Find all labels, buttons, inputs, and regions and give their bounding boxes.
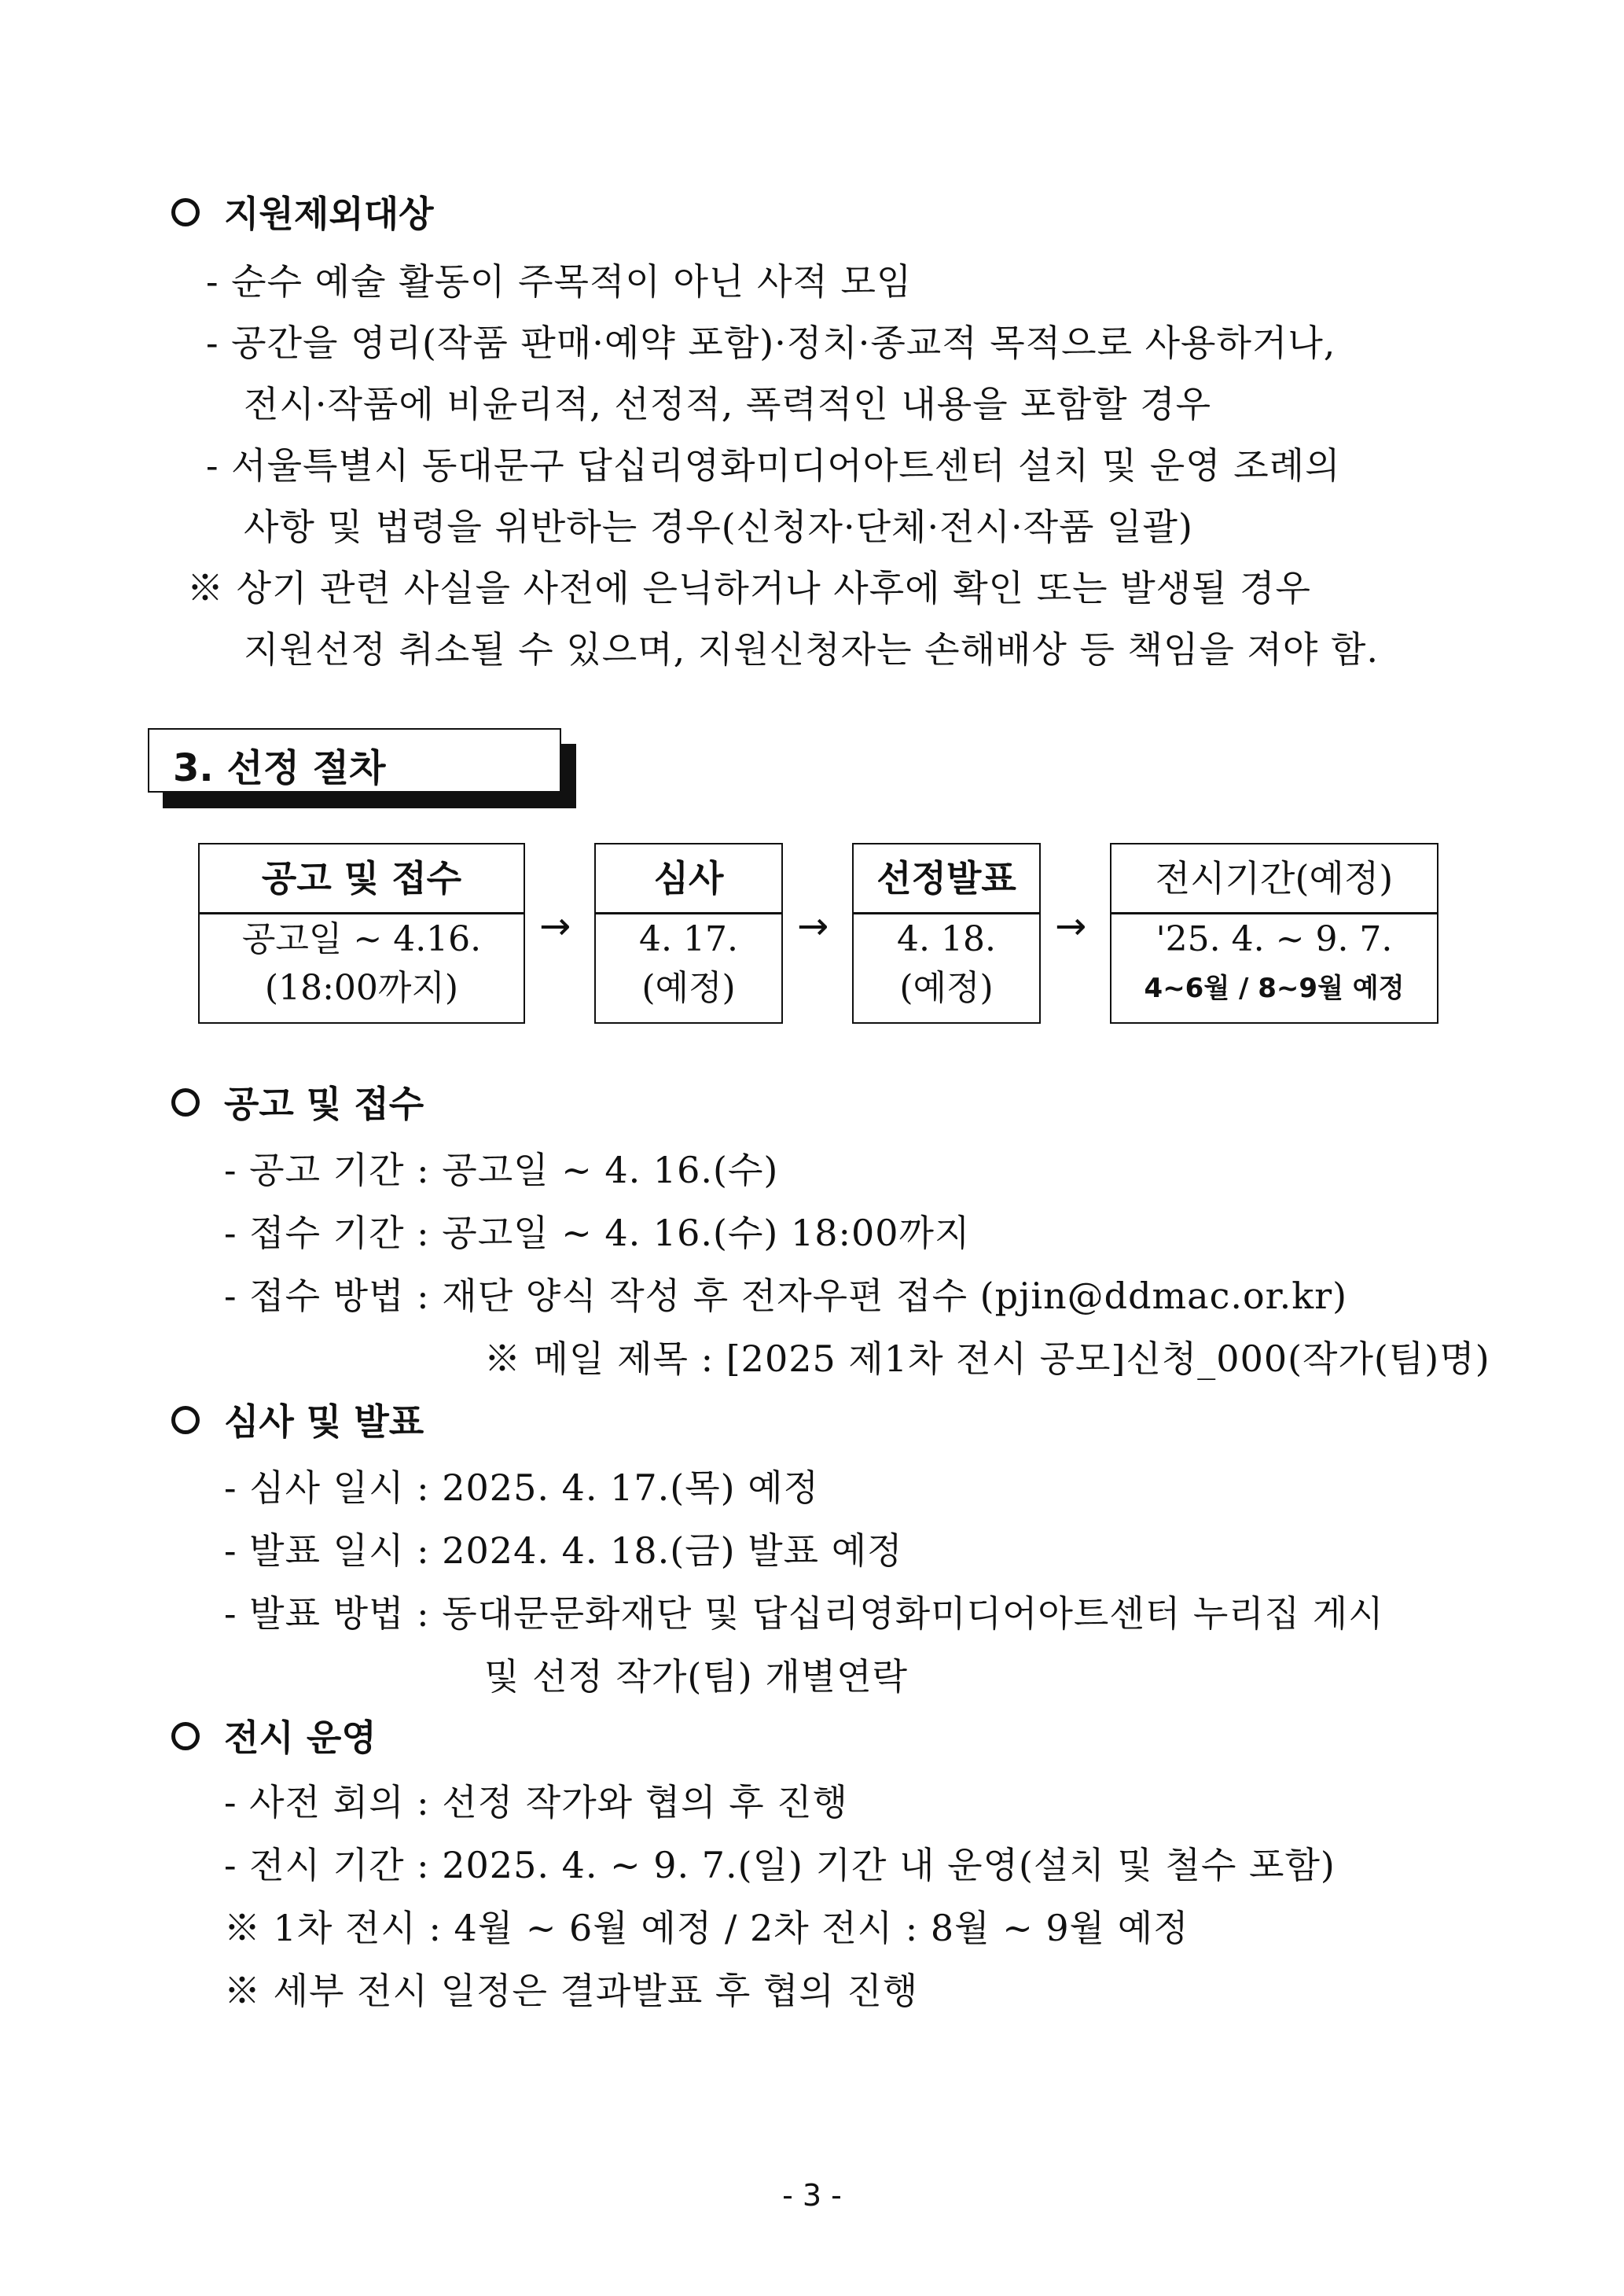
notice-item: - 접수 방법 : 재단 양식 작성 후 전자우편 접수 (pjin@ddmac.or.kr): [224, 1275, 1348, 1317]
notice-item: - 공고 기간 : 공고일 ~ 4. 16.(수): [224, 1149, 779, 1191]
flow-step-line: (예정): [899, 968, 994, 1008]
notice-note: ※ 메일 제목 : [2025 제1차 전시 공모]신청_000(작가(팀)명): [484, 1337, 1490, 1380]
bullet-circle-icon: [171, 1722, 200, 1750]
exclusion-item: - 서울특별시 동대문구 답십리영화미디어아트센터 설치 및 운영 조례의: [206, 444, 1341, 487]
flow-step-body: [854, 915, 1039, 1013]
flow-step-notice: [198, 843, 525, 1024]
flow-step-body: [596, 915, 781, 1013]
flow-step-title: 심사: [596, 844, 781, 914]
review-item: - 심사 일시 : 2025. 4. 17.(목) 예정: [224, 1466, 820, 1509]
operation-item: - 사전 회의 : 선정 작가와 협의 후 진행: [224, 1781, 849, 1823]
flow-arrow-icon: →: [539, 904, 571, 948]
exclusion-item: - 공간을 영리(작품 판매·예약 포함)·정치·종교적 목적으로 사용하거나,: [206, 322, 1336, 364]
operation-note: ※ 세부 전시 일정은 결과발표 후 협의 진행: [224, 1970, 919, 2012]
flow-step-body: [1111, 915, 1437, 1013]
operation-title: 전시 운영: [224, 1716, 377, 1759]
operation-item: - 전시 기간 : 2025. 4. ~ 9. 7.(일) 기간 내 운영(설치 및 철수 포함): [224, 1844, 1336, 1886]
flow-step-title: 선정발표: [854, 844, 1039, 914]
review-item: - 발표 일시 : 2024. 4. 18.(금) 발표 예정: [224, 1529, 903, 1572]
flow-step-body: [200, 915, 524, 1013]
flow-step-line: (18:00까지): [264, 968, 459, 1008]
exclusion-note: ※ 상기 관련 사실을 사전에 은닉하거나 사후에 확인 또는 발생될 경우: [187, 567, 1311, 609]
flow-step-title: 공고 및 접수: [200, 844, 524, 914]
exclusion-note: 지원선정 취소될 수 있으며, 지원신청자는 손해배상 등 책임을 져야 함.: [244, 628, 1380, 671]
exclusion-item: - 순수 예술 활동이 주목적이 아닌 사적 모임: [206, 260, 913, 303]
section-title-box: [148, 728, 561, 793]
flow-arrow-icon: →: [1055, 904, 1087, 948]
bullet-circle-icon: [171, 198, 200, 226]
exclusion-item: 사항 및 법령을 위반하는 경우(신청자·단체·전시·작품 일괄): [244, 506, 1193, 548]
notice-title: 공고 및 접수: [224, 1083, 424, 1125]
operation-note: ※ 1차 전시 : 4월 ~ 6월 예정 / 2차 전시 : 8월 ~ 9월 예정: [224, 1907, 1189, 1949]
page-number: - 3 -: [782, 2178, 842, 2213]
exclusion-item: 전시·작품에 비윤리적, 선정적, 폭력적인 내용을 포함할 경우: [244, 383, 1212, 425]
review-title: 심사 및 발표: [224, 1400, 424, 1443]
review-item: - 발표 방법 : 동대문문화재단 및 답십리영화미디어아트센터 누리집 게시: [224, 1592, 1384, 1635]
notice-item: - 접수 기간 : 공고일 ~ 4. 16.(수) 18:00까지: [224, 1212, 971, 1254]
flow-step-line: (예정): [641, 968, 736, 1008]
flow-arrow-icon: →: [797, 904, 829, 948]
flow-step-line: 4. 18.: [897, 919, 996, 959]
flow-step-line: 4~6월 / 8~9월 예정: [1144, 973, 1405, 1004]
exclusion-title: 지원제외대상: [224, 193, 434, 235]
flow-step-exhibition: [1110, 843, 1438, 1024]
flow-step-line: 공고일 ~ 4.16.: [241, 919, 482, 959]
bullet-circle-icon: [171, 1406, 200, 1434]
flow-step-title: 전시기간(예정): [1111, 844, 1437, 914]
bullet-circle-icon: [171, 1088, 200, 1117]
flow-step-announce: [852, 843, 1041, 1024]
review-item: 및 선정 작가(팀) 개별연락: [484, 1655, 909, 1698]
section-title: 3. 선정 절차: [173, 746, 386, 790]
flow-step-line: 4. 17.: [639, 919, 738, 959]
flow-step-review: [594, 843, 783, 1024]
flow-step-line: '25. 4. ~ 9. 7.: [1156, 919, 1393, 959]
